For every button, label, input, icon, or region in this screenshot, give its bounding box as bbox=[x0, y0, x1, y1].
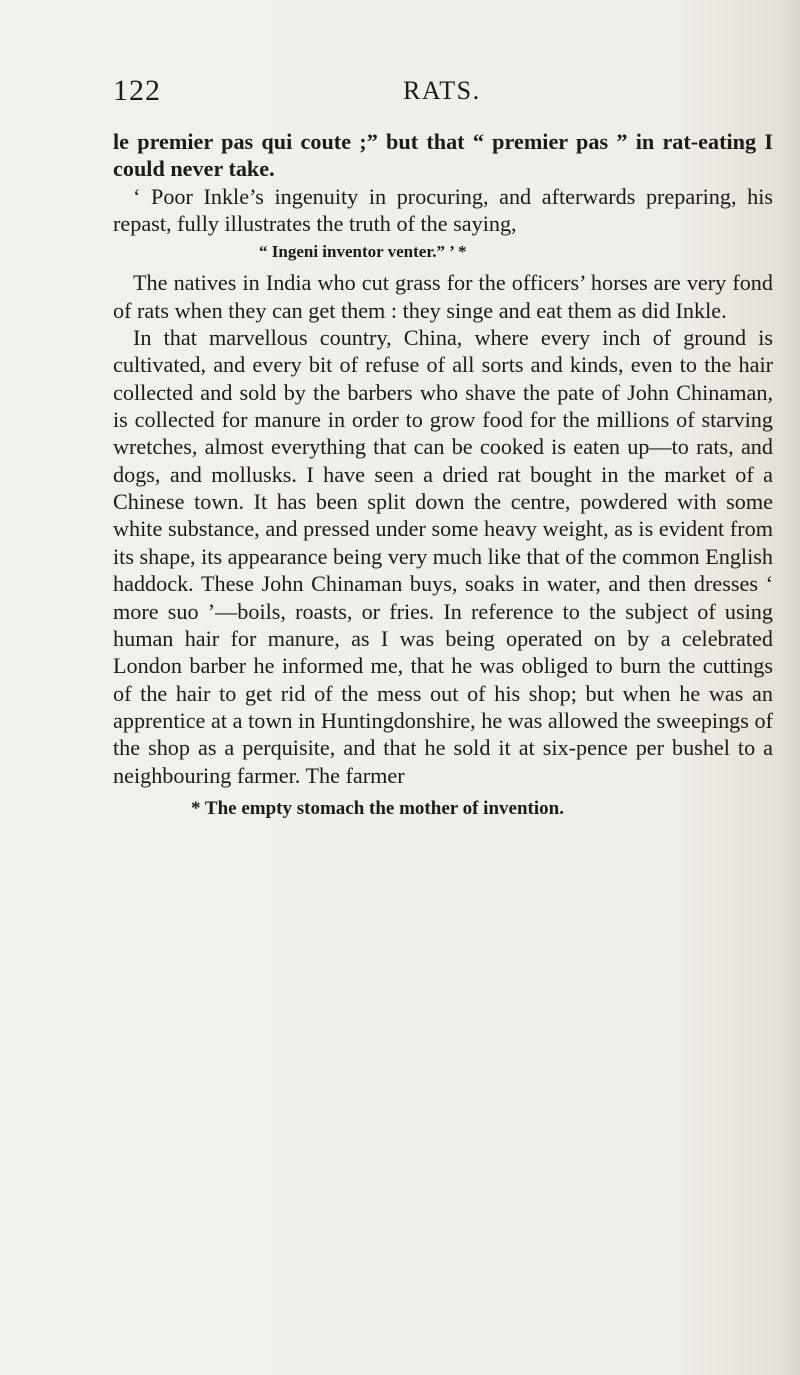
latin-quote: “ Ingeni inventor venter.” ’ * bbox=[259, 242, 467, 262]
page-header bbox=[113, 74, 673, 114]
footnote: * The empty stomach the mother of invention. bbox=[191, 797, 564, 819]
paragraph-4: In that marvellous country, China, where every inch of ground is cultivated, and every bit of refuse of all sorts and kinds, even to the hair collected and sold by the barbers who shave the pate of John Chinaman, is collected for manure in order to grow food for the millions of starving wretches, almost everything that can be cooked is eaten up—to rats, and dogs, and mollusks. I have seen a dried rat bought in the market of a Chinese town. It has been split down the centre, powdered with some white substance, and pressed under some heavy weight, as is evident from its shape, its appearance being very much like that of the common English haddock. These John Chinaman buys, soaks in water, and then dresses ‘ more suo ’—boils, roasts, or fries. In reference to the subject of using human hair for manure, as I was being operated on by a celebrated London barber he informed me, that he was obliged to burn the cuttings of the hair to get rid of the mess out of his shop; but when he was an apprentice at a town in Huntingdonshire, he was allowed the sweepings of the shop as a perquisite, and that he sold it at six-pence per bushel to a neighbouring farmer. The farmer bbox=[113, 325, 773, 788]
paragraph-1: le premier pas qui coute ;” but that “ premier pas ” in rat-eating I could never take. bbox=[113, 129, 773, 182]
page-number: 122 bbox=[113, 74, 161, 107]
paragraph-2: ‘ Poor Inkle’s ingenuity in procuring, and afterwards preparing, his repast, fully illustrates the truth of the saying, bbox=[113, 183, 773, 237]
paragraph-3: The natives in India who cut grass for the officers’ horses are very fond of rats when they can get them : they singe and eat them as did Inkle. bbox=[113, 270, 773, 323]
running-head: RATS. bbox=[403, 76, 481, 105]
body-text bbox=[113, 128, 773, 840]
